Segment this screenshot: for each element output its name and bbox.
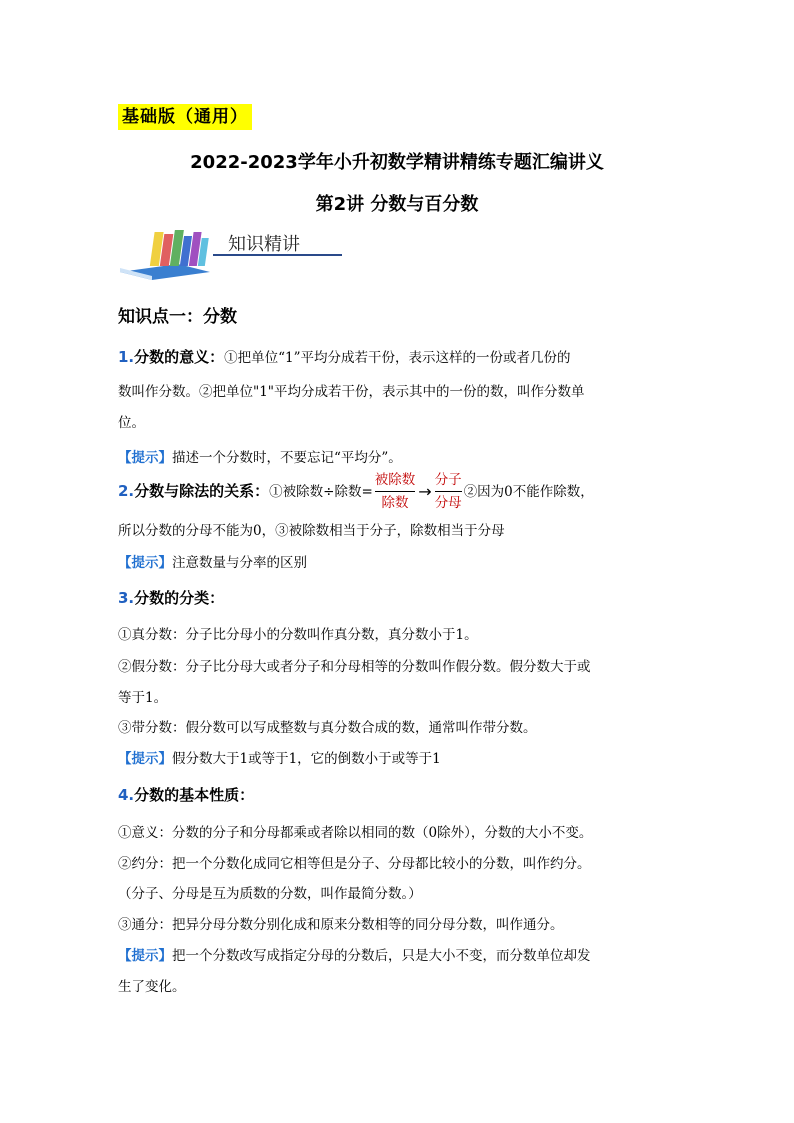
sec1-number: 1. [118,348,135,366]
knowledge-banner [118,222,344,282]
lecture-title: 第2讲 分数与百分数 [315,194,479,215]
sec2-text-b: ②因为0不能作除数， [463,484,594,500]
sec3-line2: ②假分数：分子比分母大或者分子和分母相等的分数叫作假分数。假分数大于或 [118,659,591,675]
tip3-text: 假分数大于1或等于1，它的倒数小于或等于1 [172,751,441,767]
sec3-line3: 等于1。 [118,690,168,706]
sec3-heading-line [118,587,224,608]
banner-title: 知识精讲 [228,234,300,255]
sec4-line1: ①意义：分数的分子和分母都乘或者除以相同的数（0除外），分数的大小不变。 [118,825,593,841]
sec3-heading: 分数的分类： [134,589,225,607]
tip-label: 【提示】 [118,450,172,466]
fraction-numerator-denominator [435,470,462,513]
sec3-line4: ③带分数：假分数可以写成整数与真分数合成的数，通常叫作带分数。 [118,720,537,736]
edition-badge: 基础版（通用） [118,104,252,130]
sec4-heading: 分数的基本性质： [134,786,255,804]
arrow-icon: → [418,482,432,501]
sec1-text-c: 位。 [118,415,145,431]
sec4-number: 4. [118,786,135,804]
tip4-text-b: 生了变化。 [118,979,186,995]
sec1-heading: 分数的意义： [134,348,225,366]
tip4-line [118,944,591,964]
sec3-number: 3. [118,589,135,607]
tip2-line [118,551,307,571]
sec2-number: 2. [118,482,135,500]
sec2-text-a: ①被除数÷除数= [269,484,373,500]
tip-label: 【提示】 [118,948,172,964]
sec1-text-b: 数叫作分数。②把单位"1"平均分成若干份，表示其中的一份的数，叫作分数单 [118,384,585,400]
tip-label: 【提示】 [118,555,172,571]
sec4-heading-line [118,784,254,805]
tip-label: 【提示】 [118,751,172,767]
sec1-text-a: ①把单位“1”平均分成若干份，表示这样的一份或者几份的 [224,350,571,366]
sec4-line3: （分子、分母是互为质数的分数，叫作最简分数。） [118,886,422,902]
sec1-line1 [118,346,571,367]
frac2-denominator: 分母 [434,495,462,511]
tip1-line [118,446,402,466]
tip2-text: 注意数量与分率的区别 [172,555,307,571]
frac2-numerator: 分子 [434,472,462,488]
frac1-denominator: 除数 [381,495,409,511]
sec2-text-c: 所以分数的分母不能为0，③被除数相当于分子，除数相当于分母 [118,523,505,539]
sec4-line4: ③通分：把异分母分数分别化成和原来分数相等的同分母分数，叫作通分。 [118,917,564,933]
sec3-line1: ①真分数：分子比分母小的分数叫作真分数，真分数小于1。 [118,627,478,643]
tip1-text: 描述一个分数时，不要忘记“平均分”。 [172,450,402,466]
tip4-text-a: 把一个分数改写成指定分母的分数后，只是大小不变，而分数单位却发 [172,948,591,964]
sec2-heading: 分数与除法的关系： [134,482,270,500]
tip3-line [118,747,441,767]
frac1-numerator: 被除数 [374,472,416,488]
knowledge-point-heading: 知识点一：分数 [118,307,237,327]
document-title: 2022-2023学年小升初数学精讲精练专题汇编讲义 [190,152,604,173]
fraction-dividend-divisor [375,470,416,513]
sec4-line2: ②约分：把一个分数化成同它相等但是分子、分母都比较小的分数，叫作约分。 [118,856,591,872]
sec2-line1 [118,470,594,513]
